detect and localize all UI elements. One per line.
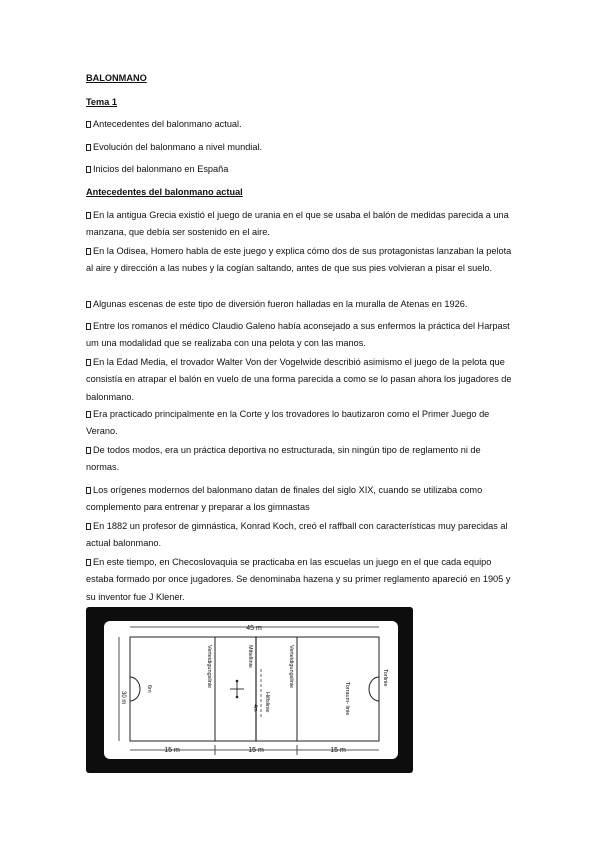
checkbox-icon (86, 487, 91, 494)
defense-line-right-label: Verteidigungslinie (288, 645, 294, 689)
defense-line-left-label: Verteidigungslinie (206, 645, 212, 689)
paragraph: Entre los romanos el médico Claudio Galeno había aconsejado a sus enfermos la práctica del Harpast um una modalidad que se realizaba con una pelota y con las manos. (86, 321, 510, 349)
marker-dot (236, 680, 239, 683)
checkbox-icon (86, 166, 91, 173)
checkbox-icon (86, 411, 91, 418)
zone-label-right: 15 m (330, 747, 346, 754)
section-heading: Antecedentes del balonmano actual (86, 187, 243, 197)
checkbox-icon (86, 248, 91, 255)
checkbox-icon (86, 359, 91, 366)
paragraph: Era practicado principalmente en la Corte y los trovadores lo bautizaron como el Primer Juego de Verano. (86, 409, 490, 437)
paragraph: Algunas escenas de este tipo de diversión fueron halladas en la muralla de Atenas en 1926. (86, 296, 516, 313)
center-line-label: Mittellinie (247, 645, 253, 668)
length-label: 45 m (246, 625, 262, 632)
toc-item: Inicios del balonmano en España (86, 161, 516, 178)
paragraph: De todos modos, era un práctica deportiva no estructurada, sin ningún tipo de reglamento ni de normas. (86, 445, 481, 473)
checkbox-icon (86, 523, 91, 530)
marker-dot (236, 696, 239, 699)
checkbox-icon (86, 323, 91, 330)
goal-line-label: Torlinie (382, 669, 388, 687)
paragraph: En 1882 un profesor de gimnástica, Konrad Koch, creó el raffball con características muy parecidas al actual balonmano. (86, 521, 508, 549)
doc-title: BALONMANO (86, 73, 147, 83)
paragraph: En la antigua Grecia existió el juego de urania en el que se usaba el balón de medidas parecida a una manzana, que debía ser sostenido en el aire. (86, 210, 509, 238)
goal-area-line-label: Torraum- linie (344, 682, 350, 716)
checkbox-icon (86, 212, 91, 219)
toc-item: Antecedentes del balonmano actual. (86, 116, 516, 133)
six-meter-label: 6m (146, 685, 152, 693)
court-svg (86, 607, 413, 773)
toc-item: Evolución del balonmano a nivel mundial. (86, 139, 516, 156)
zone-label-center: 15 m (248, 747, 264, 754)
checkbox-icon (86, 559, 91, 566)
checkbox-icon (86, 144, 91, 151)
width-label: 30 m (120, 691, 126, 705)
handball-court-diagram (86, 607, 413, 773)
checkbox-icon (86, 301, 91, 308)
court-outline (130, 637, 379, 741)
tema-heading: Tema 1 (86, 97, 117, 107)
zone-label-left: 15 m (164, 747, 180, 754)
paragraph: Los orígenes modernos del balonmano datan de finales del siglo XIX, cuando se utilizaba como complemento para entrenar y preparar a los gimnastas (86, 485, 483, 513)
paragraph: En la Edad Media, el trovador Walter Von der Vogelwide describió asimismo el juego de la pelota que consistía en atrapar el balón en vuelo de una forma parecida a como se lo pasan ahora los jugadores de balonmano. (86, 357, 512, 402)
hilfslinie-label: Hilfslinie (264, 692, 270, 713)
checkbox-icon (86, 121, 91, 128)
paragraph: En la Odisea, Homero habla de este juego y explica cómo dos de sus protagonistas lanzaban la pelota al aire y dirección a las nubes y la cogían saltando, antes de que sus pies volvieran a pisar el suelo. (86, 246, 512, 274)
paragraph: En este tiempo, en Checoslovaquia se practicaba en las escuelas un juego en el que cada equipo estaba formado por once jugadores. Se denominaba hazena y su primer reglamento apareció en 1905 y su inventor fue J Klener. (86, 557, 511, 602)
checkbox-icon (86, 447, 91, 454)
four-meter-label: 4m (252, 704, 258, 712)
